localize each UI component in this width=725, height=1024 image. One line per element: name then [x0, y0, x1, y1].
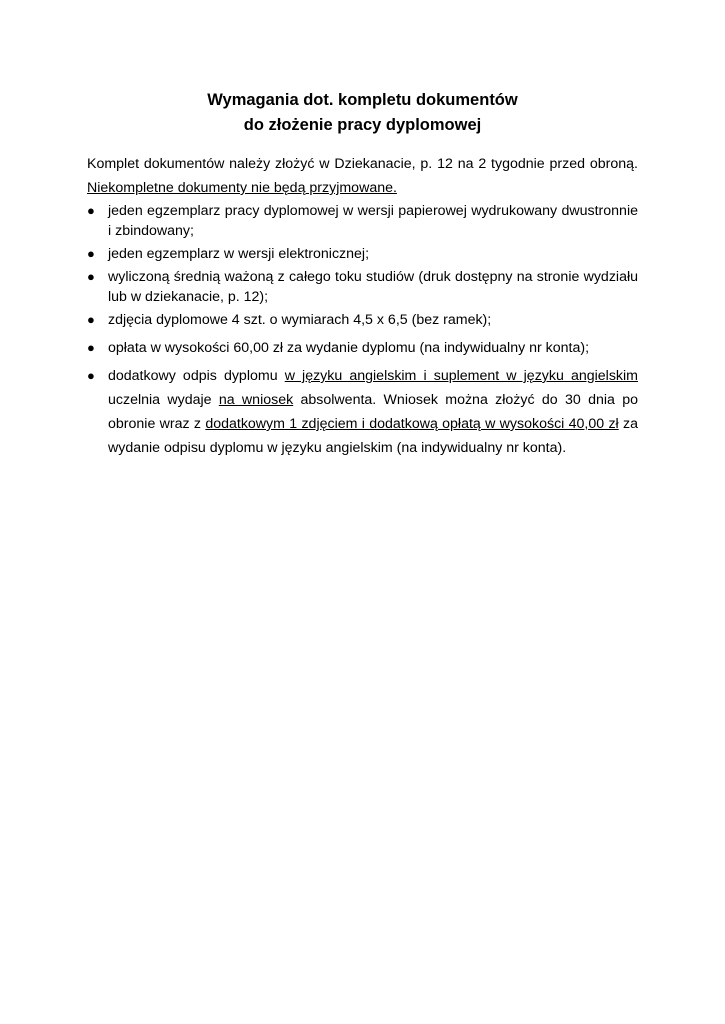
list-item-text: zdjęcia dyplomowe 4 szt. o wymiarach 4,5 x 6,5 (bez ramek);: [108, 312, 492, 328]
bullet-icon: ●: [87, 312, 95, 327]
list-item-text-part: za wydanie odpisu dyplomu w języku angielskim (na indywidualny nr konta).: [108, 416, 638, 456]
list-item-text: jeden egzemplarz pracy dyplomowej w wersji papierowej wydrukowany dwustronnie i zbindowany;: [108, 203, 638, 239]
requirements-list: [87, 201, 638, 460]
list-item-underlined-part: na wniosek: [218, 392, 294, 408]
list-item: [87, 244, 638, 264]
intro-warning-underlined: Niekompletne dokumenty nie będą przyjmowane.: [87, 180, 397, 196]
bullet-icon: ●: [87, 269, 95, 284]
list-item: [87, 310, 638, 330]
bullet-icon: ●: [87, 203, 95, 218]
bullet-icon: ●: [87, 246, 95, 261]
list-item-text-part: dodatkowy odpis dyplomu: [108, 368, 285, 384]
intro-text: Komplet dokumentów należy złożyć w Dziekanacie, p. 12 na 2 tygodnie przed obroną.: [87, 156, 638, 172]
list-item: [87, 201, 638, 241]
list-item-underlined-part: w języku angielskim i suplement w języku angielskim: [284, 368, 638, 384]
list-item: [87, 364, 638, 460]
bullet-icon: ●: [87, 340, 95, 355]
intro-paragraph: [87, 152, 638, 200]
list-item-underlined-part: dodatkowym 1 zdjęciem i dodatkową opłatą w wysokości 40,00 zł: [205, 416, 619, 432]
document-title: [0, 88, 725, 138]
list-item: [87, 336, 638, 360]
title-line-1: Wymagania dot. kompletu dokumentów: [207, 91, 518, 109]
list-item-text-part: absolwenta. Wniosek można złożyć do 30 dnia po obronie wraz z: [108, 392, 638, 432]
list-item-text: wyliczoną średnią ważoną z całego toku studiów (druk dostępny na stronie wydziału lub w dziekanacie, p. 12);: [108, 269, 638, 305]
bullet-icon: ●: [87, 368, 95, 383]
list-item-text: jeden egzemplarz w wersji elektronicznej;: [108, 246, 370, 262]
list-item-text: opłata w wysokości 60,00 zł za wydanie dyplomu (na indywidualny nr konta);: [108, 340, 590, 356]
list-item: [87, 267, 638, 307]
title-line-2: do złożenie pracy dyplomowej: [243, 116, 482, 134]
list-item-text-part: uczelnia wydaje: [108, 392, 219, 408]
